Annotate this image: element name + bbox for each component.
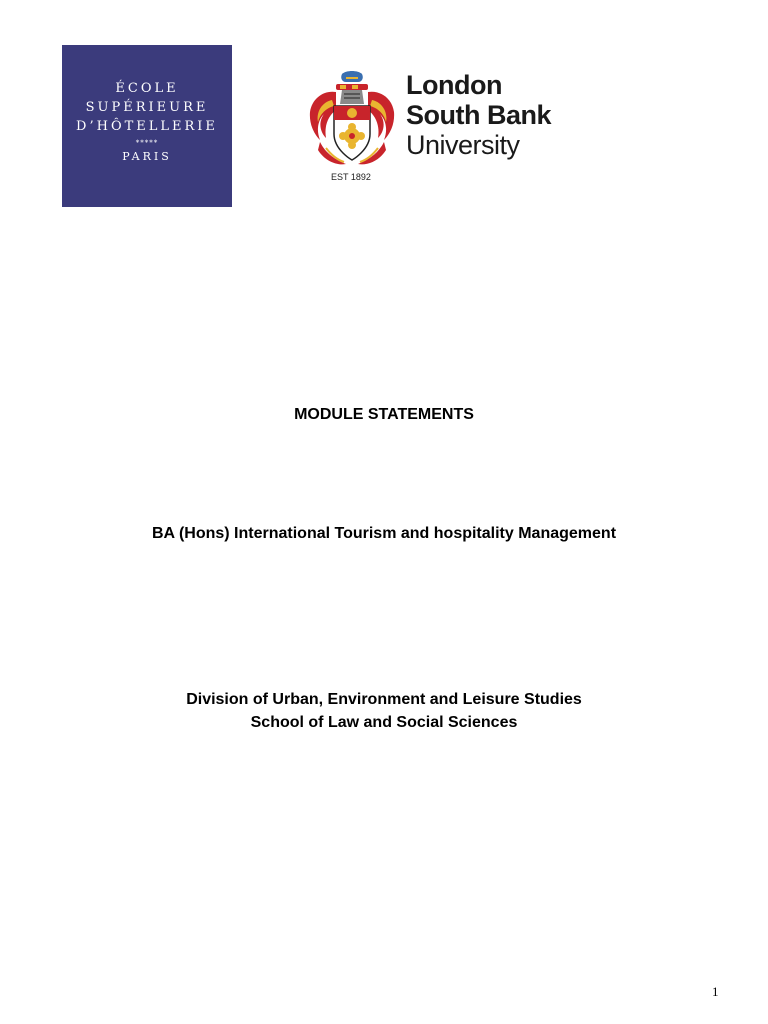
lsbu-wordmark <box>406 70 551 160</box>
page-number: 1 <box>712 984 719 999</box>
esh-paris-logo <box>62 45 232 207</box>
document-title: MODULE STATEMENTS <box>294 406 474 423</box>
division-name: Division of Urban, Environment and Leisure Studies <box>186 691 582 708</box>
esh-logo-line-2: SUPÉRIEURE <box>85 100 209 115</box>
lsbu-established-label: EST 1892 <box>331 172 371 182</box>
coat-of-arms-icon <box>306 70 398 170</box>
lsbu-wordmark-line-2: South Bank <box>406 100 552 130</box>
lsbu-wordmark-line-3: University <box>406 130 520 160</box>
lsbu-wordmark-line-1: London <box>406 70 502 100</box>
esh-logo-line-3: D’HÔTELLERIE <box>76 119 218 134</box>
esh-logo-city: PARIS <box>122 150 172 163</box>
esh-logo-stars: ***** <box>135 139 159 147</box>
esh-logo-line-1: ÉCOLE <box>115 81 179 96</box>
school-name: School of Law and Social Sciences <box>250 714 518 731</box>
programme-name: BA (Hons) International Tourism and hospitality Management <box>151 525 617 542</box>
